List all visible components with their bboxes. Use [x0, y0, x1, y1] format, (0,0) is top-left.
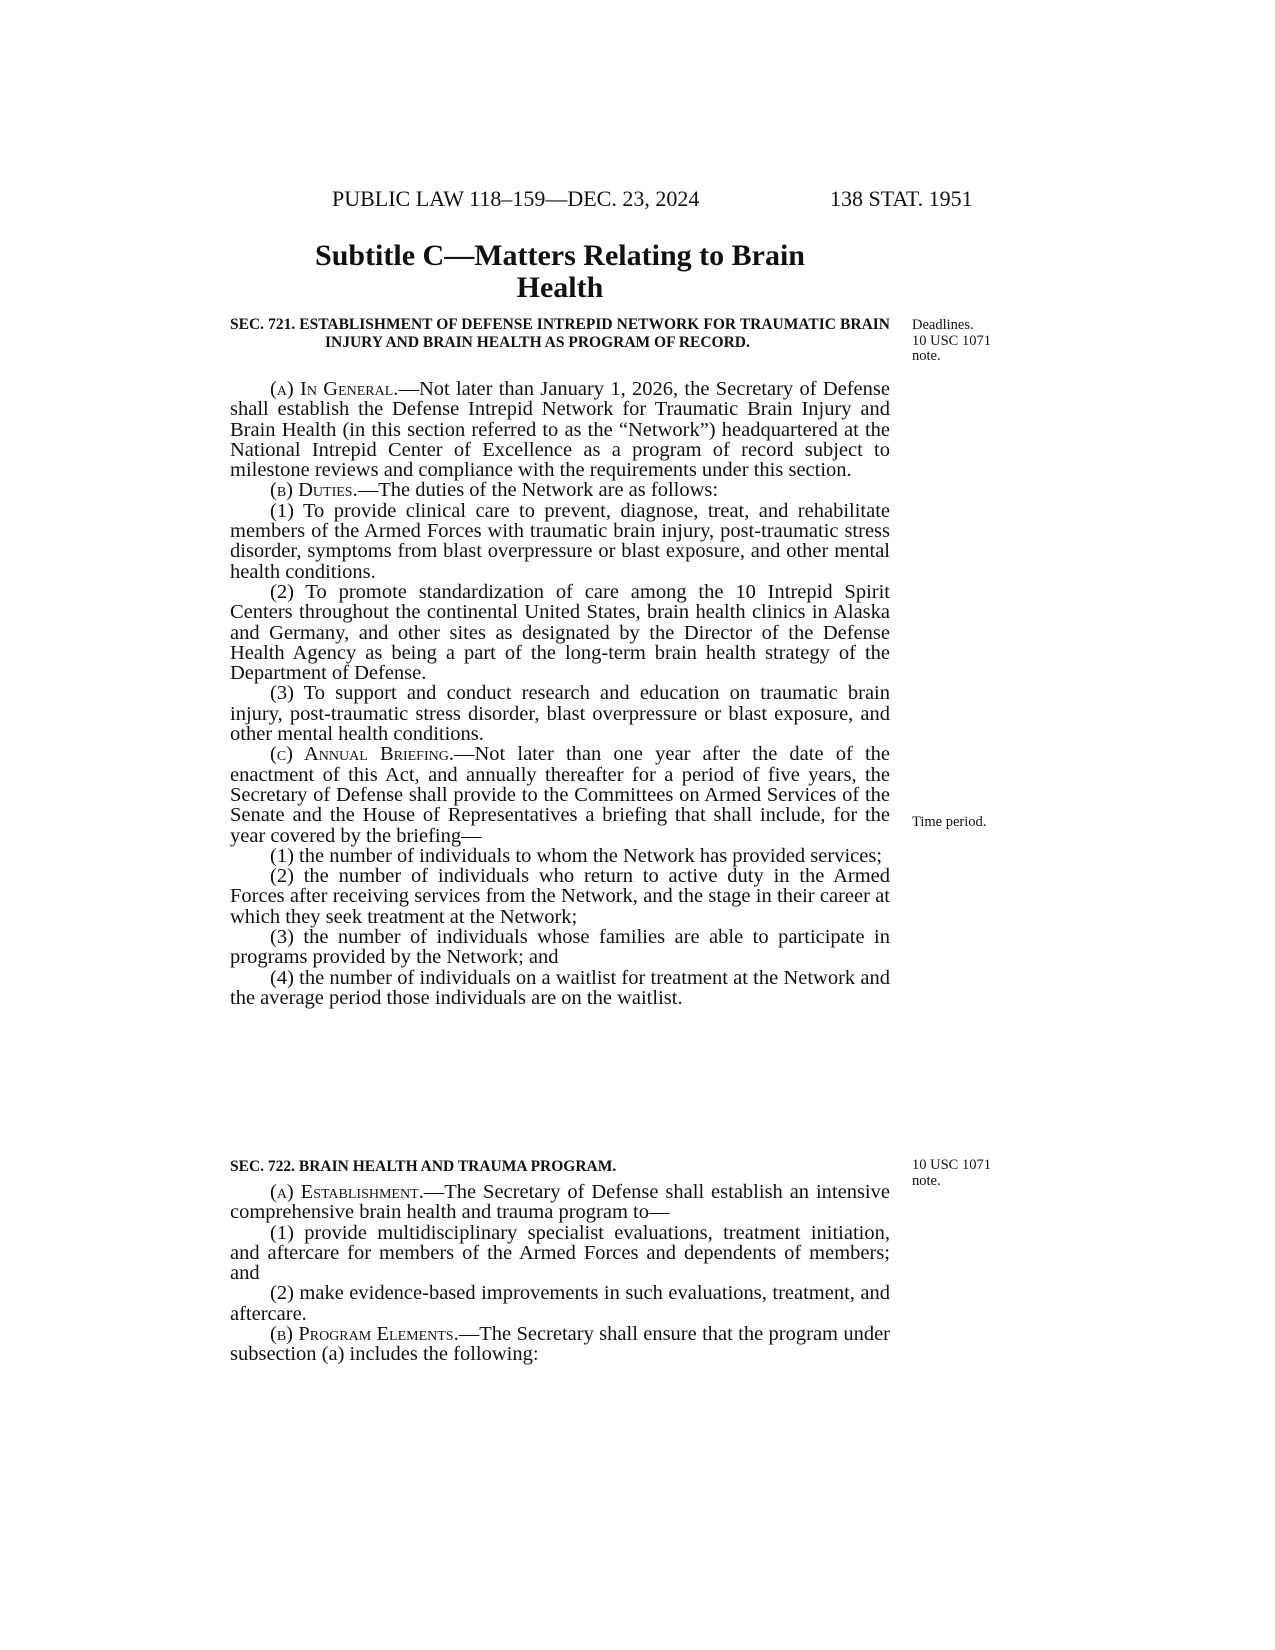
- sec721-c-label: (c) Annual Briefing.: [270, 743, 454, 766]
- sec721-a-text: —Not later than January 1, 2026, the Secretary of Defense shall establish the Defense Intrepid Network for Traumatic Brain Injury and Brain Health (in this section referred to as the “Network”) headquartered at the National Intrepid Center of Excellence as a program of record subject to milestone reviews and compliance with the requirements under this section.: [230, 378, 890, 482]
- sec721-a-label: (a) In General.: [270, 378, 399, 400]
- sec722-a-text: —The Secretary of Defense shall establish an intensive comprehensive brain health and trauma program to—: [230, 1181, 890, 1224]
- section-721-body: [230, 379, 890, 1008]
- sec722-a-paragraph-1: (1) provide multidisciplinary specialist evaluations, treatment initiation, and aftercare for members of the Armed Forces and dependents of members; and: [230, 1221, 890, 1285]
- subtitle-line-1: Subtitle C—Matters Relating to Brain: [315, 239, 805, 272]
- sec722-b-label: (b) Program Elements.: [270, 1323, 459, 1346]
- margin-note-sec722-citation: [912, 1158, 1032, 1189]
- sec721-c-paragraph-3: (3) the number of individuals whose families are able to participate in programs provided by the Network; and: [230, 926, 890, 969]
- margin-note-deadlines-label: Deadlines.: [912, 317, 974, 333]
- margin-note-usc-note: note.: [912, 348, 941, 364]
- sec722-b-text: —The Secretary shall ensure that the program under subsection (a) includes the following:: [230, 1323, 890, 1366]
- sec722-subsection-a: [230, 1182, 890, 1223]
- sec722-subsection-b: [230, 1324, 890, 1365]
- sec721-c-paragraph-1: (1) the number of individuals to whom the Network has provided services;: [270, 844, 883, 867]
- margin-note-deadlines: [912, 318, 1032, 365]
- sec721-c-text: —Not later than one year after the date of the enactment of this Act, and annually thereafter for a period of five years, the Secretary of Defense shall provide to the Committees on Armed Services of the Senate and the House of Representatives a briefing that shall include, for the year covered by the briefing—: [230, 743, 890, 847]
- section-721-heading-block: [230, 316, 890, 352]
- section-721-heading: SEC. 721. ESTABLISHMENT OF DEFENSE INTREPID NETWORK FOR TRAUMATIC BRAIN INJURY AND BRAIN HEALTH AS PROGRAM OF RECORD.: [230, 316, 890, 351]
- margin-note-sec722-usc: 10 USC 1071: [912, 1157, 991, 1173]
- subtitle-line-2: Health: [516, 271, 604, 304]
- sec721-b-label: (b) Duties.: [270, 479, 358, 502]
- sec721-subsection-a: [230, 379, 890, 480]
- margin-note-sec722-note: note.: [912, 1172, 941, 1189]
- running-title: PUBLIC LAW 118–159—DEC. 23, 2024: [332, 186, 700, 211]
- sec721-subsection-c: [230, 744, 890, 845]
- page-reference: 138 STAT. 1951: [830, 186, 973, 211]
- section-722-heading: SEC. 722. BRAIN HEALTH AND TRAUMA PROGRAM.: [230, 1158, 617, 1175]
- sec721-b-paragraph-1: (1) To provide clinical care to prevent, diagnose, treat, and rehabilitate members of the Armed Forces with traumatic brain injury, post-traumatic stress disorder, symptoms from blast overpressure or blast exposure, and other mental health conditions.: [230, 499, 890, 583]
- sec721-subsection-b: [230, 480, 890, 500]
- sec721-c-paragraph-2: (2) the number of individuals who return to active duty in the Armed Forces after receiving services from the Network, and the stage in their career at which they seek treatment at the Network;: [230, 865, 890, 928]
- subtitle-heading: [230, 240, 890, 304]
- margin-note-time-period: Time period.: [912, 814, 987, 830]
- sec722-a-paragraph-2: (2) make evidence-based improvements in such evaluations, treatment, and aftercare.: [230, 1282, 890, 1325]
- sec721-b-paragraph-2: (2) To promote standardization of care among the 10 Intrepid Spirit Centers throughout the continental United States, brain health clinics in Alaska and Germany, and other sites as designated by the Director of the Defense Health Agency as being a part of the long-term brain health strategy of the Department of Defense.: [230, 580, 890, 685]
- section-722-body: [230, 1182, 890, 1365]
- sec721-c-paragraph-4: (4) the number of individuals on a waitlist for treatment at the Network and the average period those individuals are on the waitlist.: [230, 966, 890, 1009]
- margin-note-usc-citation: 10 USC 1071: [912, 332, 991, 349]
- sec722-a-label: (a) Establishment.: [270, 1181, 424, 1203]
- sec721-b-paragraph-3: (3) To support and conduct research and education on traumatic brain injury, post-traumatic stress disorder, blast overpressure or blast exposure, and other mental health conditions.: [230, 682, 890, 746]
- section-722-heading-block: [230, 1158, 890, 1176]
- sec721-b-text: —The duties of the Network are as follows:: [357, 479, 719, 502]
